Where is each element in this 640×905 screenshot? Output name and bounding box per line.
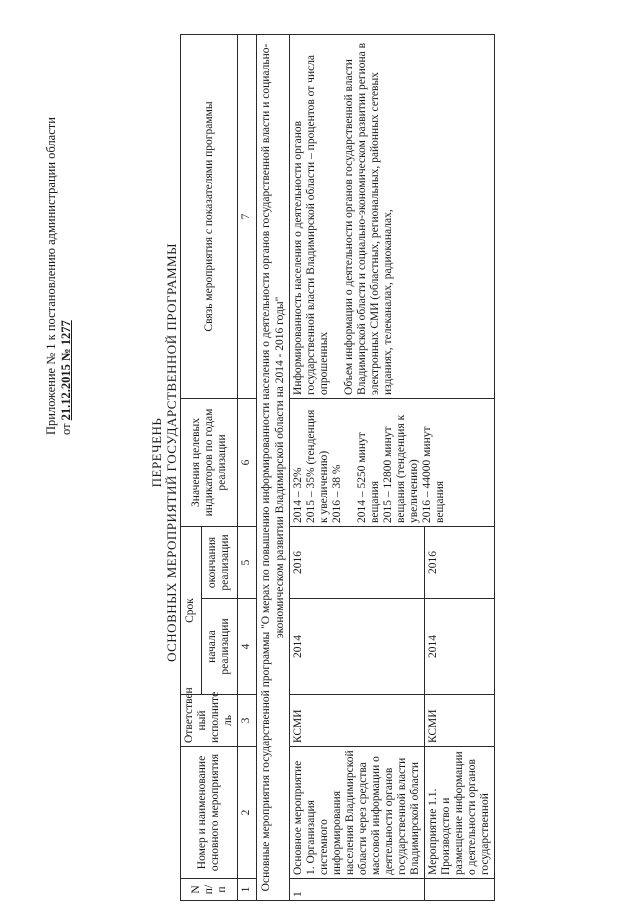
row-indicators	[290, 398, 495, 526]
header-row	[181, 34, 202, 900]
header-start: начала реализации	[201, 599, 237, 695]
document-subtitle: ОСНОВНЫХ МЕРОПРИЯТИЙ ГОСУДАРСТВЕННОЙ ПРОГРАММЫ	[164, 243, 179, 662]
document-title: ПЕРЕЧЕНЬ	[149, 417, 164, 488]
column-number: 1	[238, 879, 257, 901]
row-num: 1	[290, 879, 425, 901]
indicator-value: 2014 – 32%	[292, 467, 304, 523]
indicator-value: 2015 – 12800 минут вещания (тенденция к увеличению)	[382, 414, 420, 523]
section-title: Основные мероприятия государственной программы "О мерах по повышению информированности населения о деятельности органов государственной власти и социально-экономическом развитии Владимирской области на 2014 - 2016 годы"	[257, 34, 290, 900]
row-executor: КСМИ	[425, 695, 495, 747]
table-row	[290, 34, 425, 900]
header-name: Номер и наименование основного мероприятия	[181, 747, 238, 879]
header-num: N п/п	[181, 879, 238, 901]
appendix-line: Приложение № 1 к постановлению администрации области	[44, 117, 58, 435]
appendix-note	[44, 15, 74, 435]
row-start: 2014	[290, 599, 425, 695]
appendix-date: 21.12.2015 № 1277	[59, 320, 73, 421]
column-number: 5	[238, 526, 257, 598]
row-end: 2016	[290, 526, 425, 598]
link-text: Информированность населения о деятельности органов государственной власти Владимирской области – процентов от числа опрошенных	[292, 54, 330, 395]
column-number: 6	[238, 398, 257, 526]
section-row	[257, 34, 290, 900]
row-start: 2014	[425, 599, 495, 695]
document-heading	[150, 0, 179, 905]
header-indicators: Значения целевых индикаторов по годам реализации	[181, 398, 238, 526]
header-executor: Ответствен ный исполните ль	[181, 695, 238, 747]
indicator-value: 2016 – 38 %	[331, 464, 343, 523]
row-link	[290, 34, 495, 398]
row-num	[425, 879, 495, 901]
column-number: 7	[238, 34, 257, 398]
column-numbers-row	[238, 34, 257, 900]
header-end: окончания реализации	[201, 526, 237, 598]
link-text: Объем информации о деятельности органов государственной власти Владимирской области и социально-экономическом развитии региона в электронных СМИ (областных, региональных, районных сетевых изданиях, телеканалах, радиоканалах,	[343, 42, 394, 395]
column-number: 2	[238, 747, 257, 879]
appendix-date-prefix: от	[59, 423, 73, 435]
column-number: 4	[238, 599, 257, 695]
indicator-value: 2015 – 35% (тенденция к увеличению)	[305, 409, 330, 523]
row-executor: КСМИ	[290, 695, 425, 747]
column-number: 3	[238, 695, 257, 747]
header-srok: Срок	[181, 526, 202, 694]
row-name: Мероприятие 1.1. Производство и размещение информации о деятельности органов государственной	[425, 747, 495, 879]
row-end: 2016	[425, 526, 495, 598]
indicator-value: 2014 – 5250 минут вещания	[356, 432, 381, 523]
indicator-value: 2016 – 44000 минут вещания	[421, 426, 446, 523]
row-name: Основное мероприятие 1. Организация системного информирования населения Владимирской области через средства массовой информации о деятельности органов государственной власти Владимирской области	[290, 747, 425, 879]
header-link: Связь мероприятия с показателями программы	[181, 34, 238, 398]
measures-table	[180, 34, 495, 901]
